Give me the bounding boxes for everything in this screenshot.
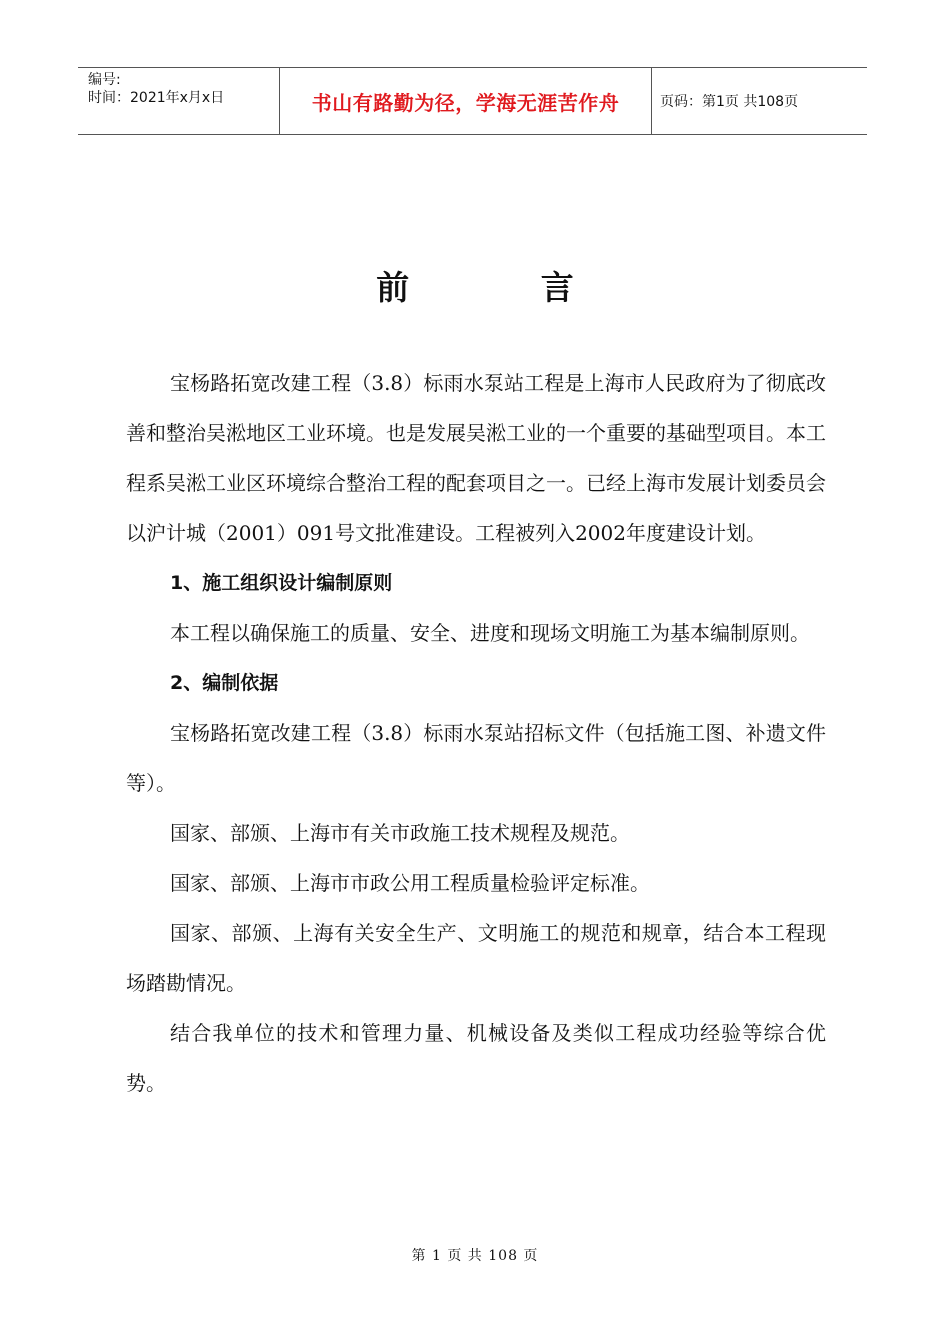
header-meta: [78, 68, 280, 134]
document-number-label: 编号:: [88, 72, 121, 88]
header-page-info: 页码：第1页 共108页: [660, 94, 799, 110]
section-2-paragraph: 宝杨路拓宽改建工程（3.8）标雨水泵站招标文件（包括施工图、补遗文件等）。: [126, 721, 826, 795]
page-header: [78, 67, 867, 135]
section-2-paragraph: 国家、部颁、上海市有关市政施工技术规程及规范。: [170, 821, 630, 845]
section-2-paragraph: 国家、部颁、上海有关安全生产、文明施工的规范和规章，结合本工程现场踏勘情况。: [126, 921, 826, 995]
header-motto: 书山有路勤为径，学海无涯苦作舟: [280, 68, 652, 134]
document-title: 前 言: [376, 268, 634, 307]
page-footer: 第 1 页 共 108 页: [411, 1248, 539, 1264]
intro-paragraph: 宝杨路拓宽改建工程（3.8）标雨水泵站工程是上海市人民政府为了彻底改善和整治吴淞地区工业环境。也是发展吴淞工业的一个重要的基础型项目。本工程系吴淞工业区环境综合整治工程的配套项目之一。已经上海市发展计划委员会以沪计城（2001）091号文批准建设。工程被列入2002年度建设计划。: [126, 371, 826, 545]
section-2-heading: 2、编制依据: [170, 672, 279, 694]
section-1-paragraph: 本工程以确保施工的质量、安全、进度和现场文明施工为基本编制原则。: [170, 621, 810, 645]
section-2-paragraph: 国家、部颁、上海市市政公用工程质量检验评定标准。: [170, 871, 650, 895]
section-1-heading: 1、施工组织设计编制原则: [170, 572, 393, 594]
document-time: 时间：2021年x月x日: [88, 90, 225, 106]
section-2-paragraph: 结合我单位的技术和管理力量、机械设备及类似工程成功经验等综合优势。: [126, 1021, 826, 1095]
document-body: [126, 358, 826, 1108]
